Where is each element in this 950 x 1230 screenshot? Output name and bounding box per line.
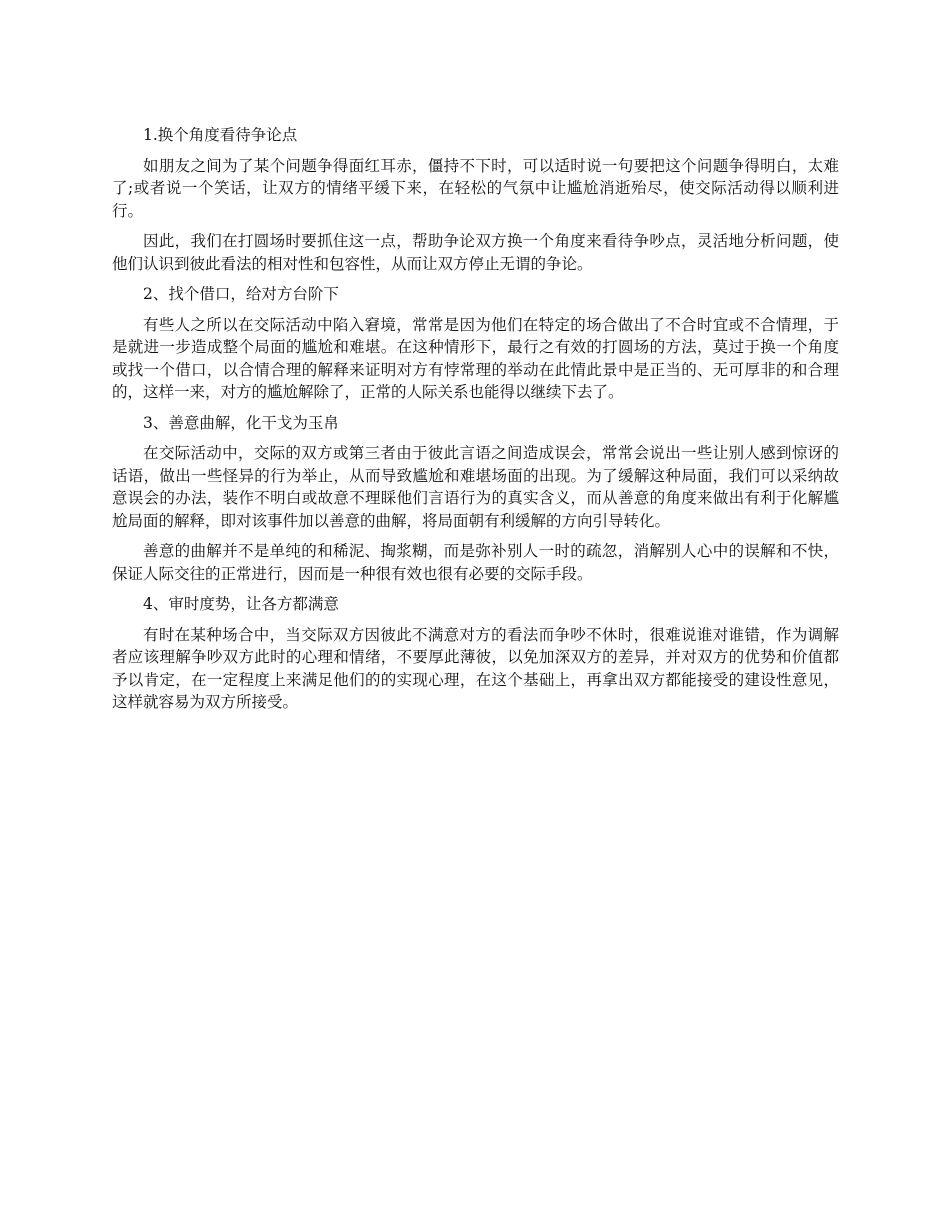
paragraph: 有时在某种场合中，当交际双方因彼此不满意对方的看法而争吵不休时，很难说谁对谁错，作为调解者应该理解争吵双方此时的心理和情绪，不要厚此薄彼，以免加深双方的差异，并对双方的优势和价值都予以肯定，在一定程度上来满足他们的的实现心理，在这个基础上，再拿出双方都能接受的建设性意见，这样就容易为双方所接受。 — [112, 625, 839, 711]
paragraph: 因此，我们在打圆场时要抓住这一点，帮助争论双方换一个角度来看待争吵点，灵活地分析问题，使他们认识到彼此看法的相对性和包容性，从而让双方停止无谓的争论。 — [112, 232, 839, 273]
section-heading: 3、善意曲解，化干戈为玉帛 — [143, 413, 339, 432]
paragraph: 如朋友之间为了某个问题争得面红耳赤，僵持不下时，可以适时说一句要把这个问题争得明白，太难了;或者说一个笑话，让双方的情绪平缓下来，在轻松的气氛中让尴尬消逝殆尽，使交际活动得以顺利进行。 — [112, 156, 839, 220]
section-heading: 4、审时度势，让各方都满意 — [143, 595, 339, 613]
section-heading: 2、找个借口，给对方台阶下 — [143, 285, 339, 303]
paragraph: 善意的曲解并不是单纯的和稀泥、掏浆糊，而是弥补别人一时的疏忽，消解别人心中的误解和不快，保证人际交往的正常进行，因而是一种很有效也很有必要的交际手段。 — [112, 542, 839, 583]
document-body — [112, 124, 839, 722]
section-heading: 1.换个角度看待争论点 — [143, 126, 298, 144]
paragraph: 有些人之所以在交际活动中陷入窘境，常常是因为他们在特定的场合做出了不合时宜或不合情理，于是就进一步造成整个局面的尴尬和难堪。在这种情形下，最行之有效的打圆场的方法，莫过于换一个角度或找一个借口，以合情合理的解释来证明对方有悖常理的举动在此情此景中是正当的、无可厚非的和合理的，这样一来，对方的尴尬解除了，正常的人际关系也能得以继续下去了。 — [112, 315, 839, 401]
paragraph: 在交际活动中，交际的双方或第三者由于彼此言语之间造成误会，常常会说出一些让别人感到惊讶的话语，做出一些怪异的行为举止，从而导致尴尬和难堪场面的出现。为了缓解这种局面，我们可以采纳故意误会的办法，装作不明白或故意不理睬他们言语行为的真实含义，而从善意的角度来做出有利于化解尴尬局面的解释，即对该事件加以善意的曲解，将局面朝有利缓解的方向引导转化。 — [112, 444, 839, 530]
